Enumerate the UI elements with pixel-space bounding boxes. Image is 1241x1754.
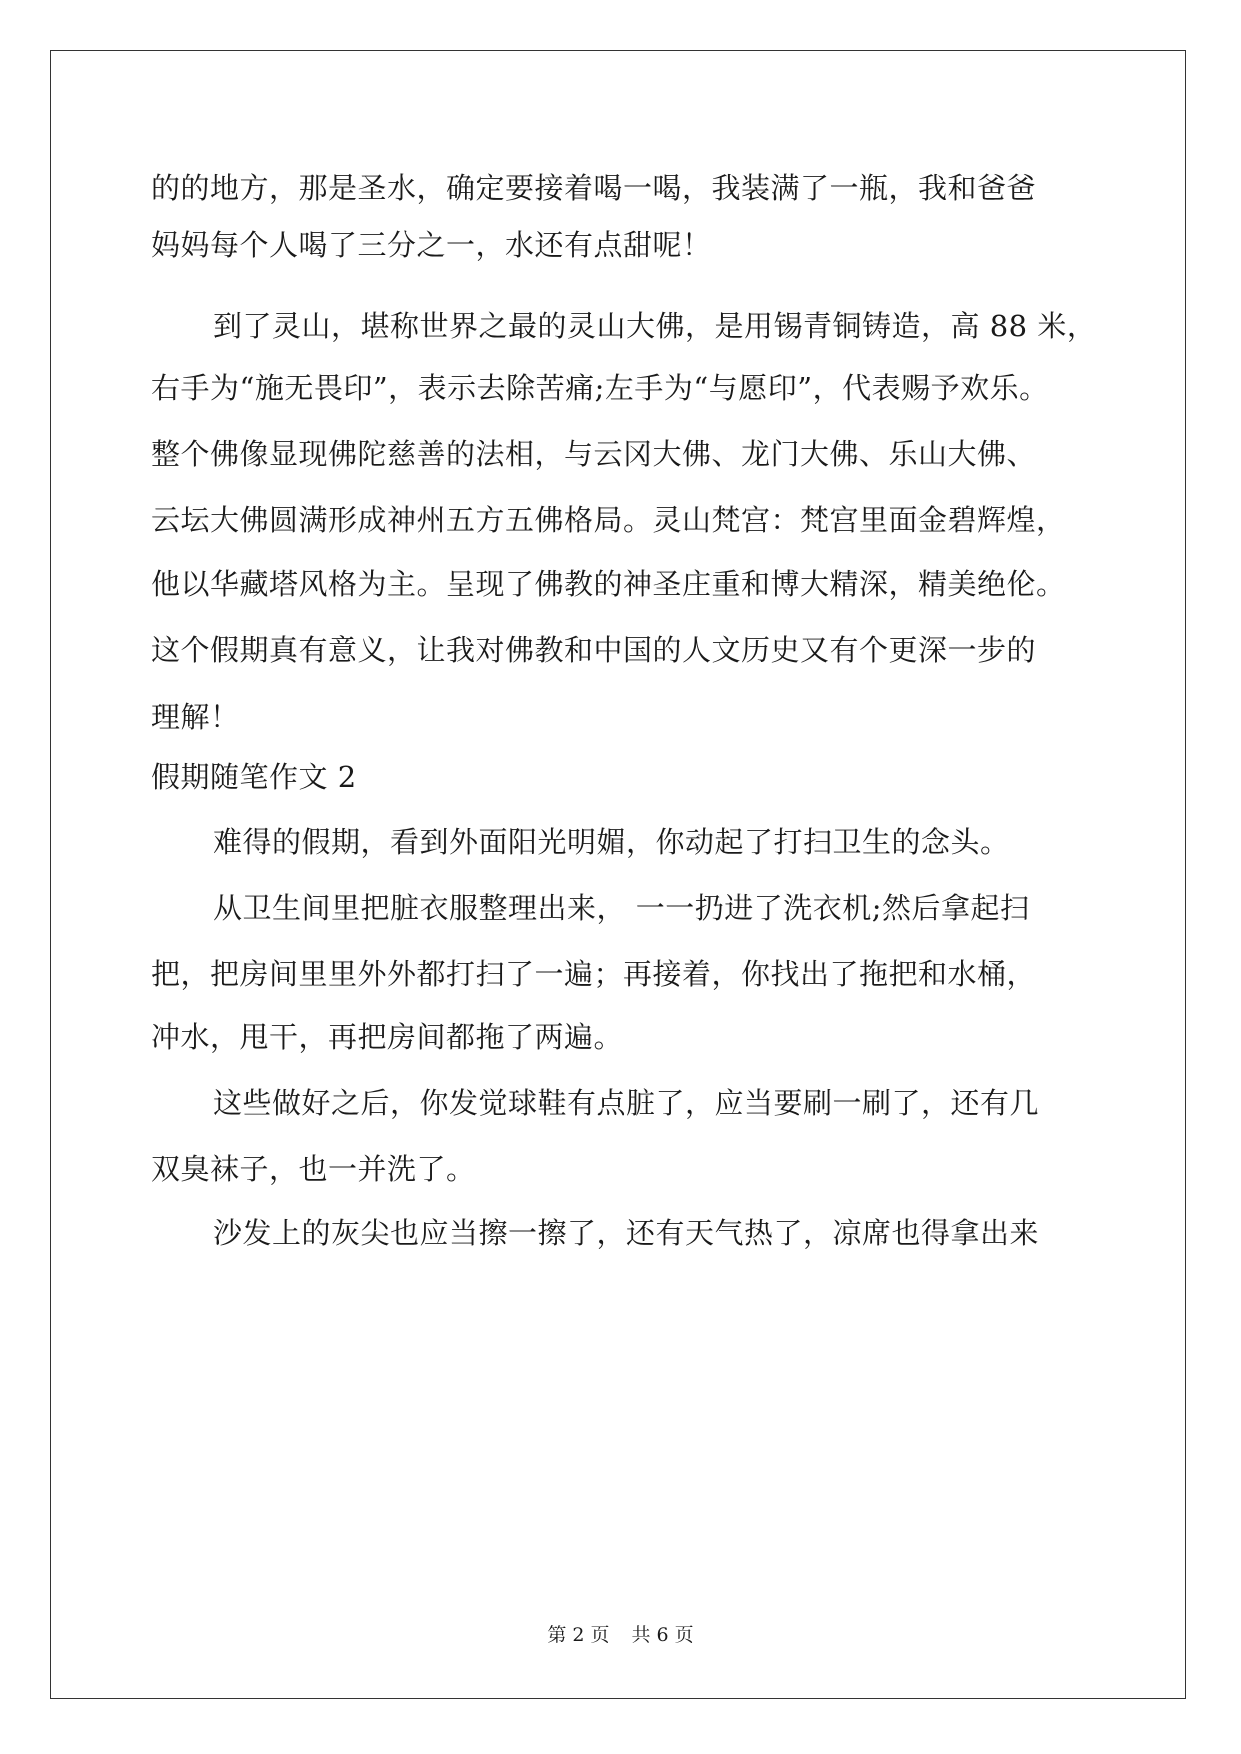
text-line: 的的地方，那是圣水，确定要接着喝一喝，我装满了一瓶，我和爸爸 <box>151 171 1037 205</box>
text-line: 冲水，甩干，再把房间都拖了两遍。 <box>151 1020 624 1054</box>
paragraph-first-line: 从卫生间里把脏衣服整理出来， 一一扔进了洗衣机;然后拿起扫 <box>213 891 1030 925</box>
paragraph-first-line: 这些做好之后，你发觉球鞋有点脏了，应当要刷一刷了，还有几 <box>213 1086 1040 1120</box>
text-line: 右手为“施无畏印”，表示去除苦痛;左手为“与愿印”，代表赐予欢乐。 <box>151 371 1049 405</box>
page-border <box>50 50 1186 1699</box>
paragraph-first-line: 到了灵山，堪称世界之最的灵山大佛，是用锡青铜铸造，高 88 米， <box>213 309 1097 343</box>
text-line: 把，把房间里里外外都打扫了一遍；再接着，你找出了拖把和水桶， <box>151 957 1037 991</box>
page-total: 共 6 页 <box>631 1624 694 1646</box>
paragraph-first-line: 难得的假期，看到外面阳光明媚，你动起了打扫卫生的念头。 <box>213 825 1010 859</box>
text-line: 双臭袜子，也一并洗了。 <box>151 1152 476 1186</box>
text-line: 整个佛像显现佛陀慈善的法相，与云冈大佛、龙门大佛、乐山大佛、 <box>151 437 1037 471</box>
text-line: 妈妈每个人喝了三分之一，水还有点甜呢！ <box>151 228 712 262</box>
text-line: 这个假期真有意义，让我对佛教和中国的人文历史又有个更深一步的 <box>151 633 1037 667</box>
text-line: 理解！ <box>151 700 240 734</box>
page-footer <box>0 1623 1241 1647</box>
section-heading: 假期随笔作文 2 <box>151 760 357 794</box>
paragraph-first-line: 沙发上的灰尖也应当擦一擦了，还有天气热了，凉席也得拿出来 <box>213 1216 1040 1250</box>
text-line: 他以华藏塔风格为主。呈现了佛教的神圣庄重和博大精深，精美绝伦。 <box>151 567 1066 601</box>
page-number: 第 2 页 <box>547 1624 610 1646</box>
text-line: 云坛大佛圆满形成神州五方五佛格局。灵山梵宫：梵宫里面金碧辉煌， <box>151 503 1066 537</box>
